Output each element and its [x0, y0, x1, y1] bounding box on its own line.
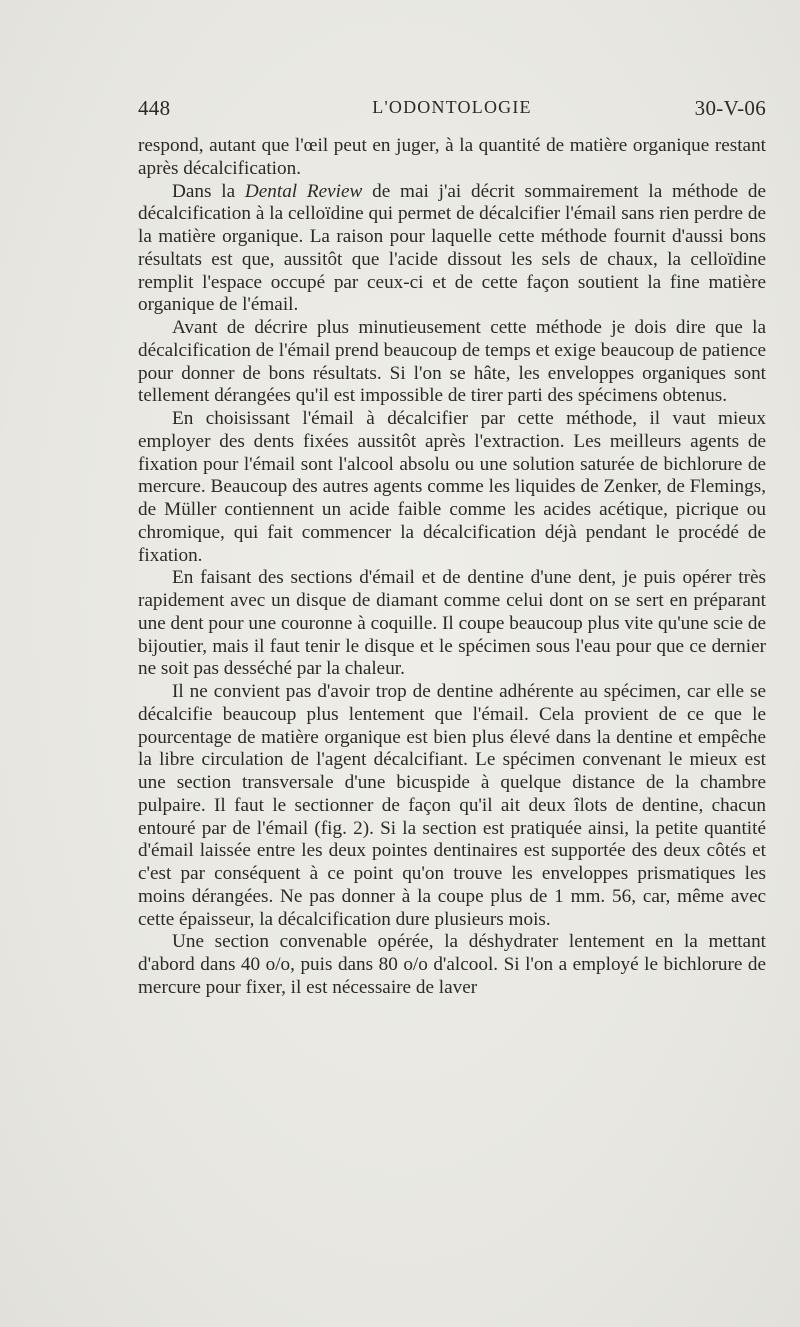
- page-header: [138, 96, 766, 124]
- body-text: [138, 135, 766, 1000]
- paragraph-2-before: Dans la: [172, 180, 245, 202]
- journal-title: Dental Review: [244, 180, 363, 202]
- paragraph-4: En choisissant l'émail à décalcifier par cette méthode, il vaut mieux employer des dents fixées aussitôt après l'extraction. Les meilleurs agents de fixation pour l'émail sont l'alcool absolu ou une solution saturée de bichlorure de mercure. Beaucoup des autres agents comme les liquides de Zenker, de Flemings, de Müller contiennent un acide faible comme les acides acétique, picrique ou chromique, qui fait commencer la décalcification déjà pendant le procédé de fixation.: [138, 408, 766, 566]
- paragraph-5: En faisant des sections d'émail et de dentine d'une dent, je puis opérer très rapidement avec un disque de diamant comme celui dont on se sert en préparant une dent pour une couronne à coquille. Il coupe beaucoup plus vite qu'une scie de bijoutier, mais il faut tenir le disque et le spécimen sous l'eau pour que ce dernier ne soit pas desséché par la chaleur.: [138, 567, 766, 680]
- paragraph-2-after: de mai j'ai décrit sommairement la méthode de décalcification à la celloïdine qui permet de décalcifier l'émail sans rien perdre de la matière organique. La raison pour laquelle cette méthode fournit d'aussi bons résultats est que, aussitôt que l'acide dissout les sels de chaux, la celloïdine remplit l'espace occupé par ceux-ci et de cette façon soutient la fine matière organique de l'émail.: [138, 180, 766, 316]
- paragraph-6: Il ne convient pas d'avoir trop de dentine adhérente au spécimen, car elle se décalcifie beaucoup plus lentement que l'émail. Cela provient de ce que le pourcentage de matière organique est bien plus élevé dans la dentine et empêche la libre circulation de l'agent décalcifiant. Le spécimen convenant le mieux est une section transversale d'une bicuspide à quelque distance de la chambre pulpaire. Il faut le sectionner de façon qu'il ait deux îlots de dentine, chacun entouré par de l'émail (fig. 2). Si la section est pratiquée ainsi, la petite quantité d'émail laissée entre les deux pointes dentinaires est supportée des deux côtés et c'est par conséquent à ce point qu'on trouve les enveloppes prismatiques les moins dérangées. Ne pas donner à la coupe plus de 1 mm. 56, car, même avec cette épaisseur, la décalcification dure plusieurs mois.: [138, 681, 766, 930]
- paragraph-2: [138, 181, 766, 318]
- page-number: 448: [138, 96, 171, 120]
- paragraph-7: Une section convenable opérée, la déshydrater lentement en la mettant d'abord dans 40 o/o, puis dans 80 o/o d'alcool. Si l'on a employé le bichlorure de mercure pour fixer, il est nécessaire de laver: [138, 931, 766, 998]
- paragraph-1: respond, autant que l'œil peut en juger, à la quantité de matière organique restant après décalcification.: [138, 135, 766, 179]
- paragraph-3: Avant de décrire plus minutieusement cette méthode je dois dire que la décalcification de l'émail prend beaucoup de temps et exige beaucoup de patience pour donner de bons résultats. Si l'on se hâte, les enveloppes organiques sont tellement dérangées qu'il est impossible de tirer parti des spécimens obtenus.: [138, 317, 766, 407]
- issue-date: 30-V-06: [694, 96, 766, 120]
- running-title: L'ODONTOLOGIE: [372, 97, 532, 117]
